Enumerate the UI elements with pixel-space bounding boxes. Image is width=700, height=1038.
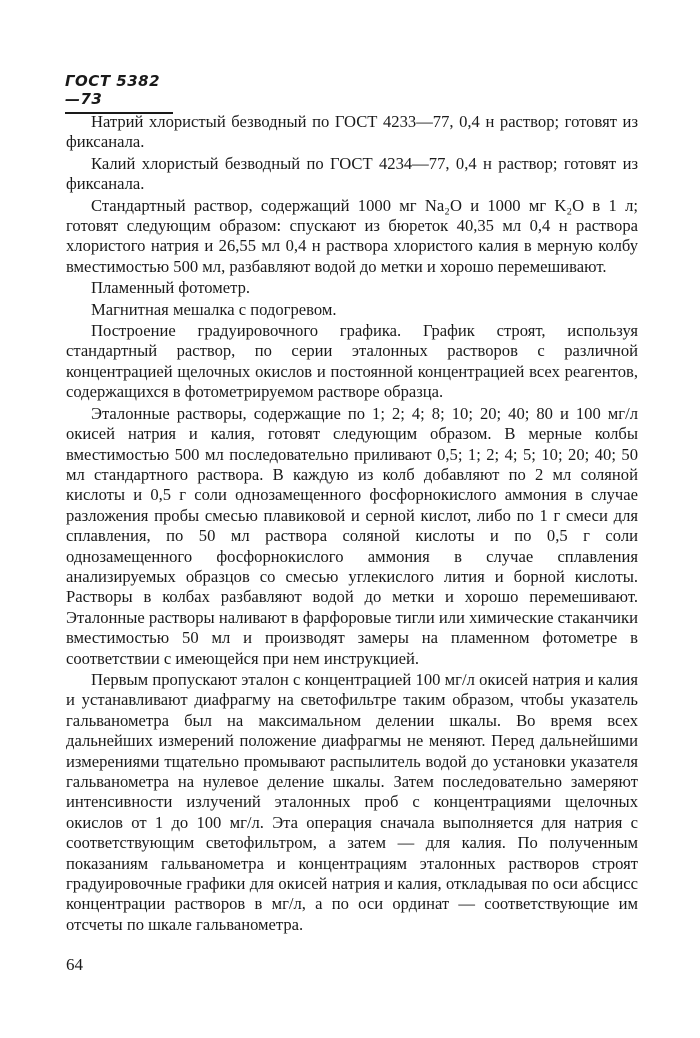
page-number: 64 [66,955,83,974]
paragraph-magnetic-stirrer: Магнитная мешалка с подогревом. [91,299,337,319]
paragraph-flame-photometer: Пламенный фотометр. [91,278,251,298]
paragraph-measurement-procedure: Первым пропускают эталон с концентрацией 100 мг/л окисей натрия и калия и устанавливают диафрагму на светофильтре таким образом, чтобы указатель гальванометра был на максимальном делении шкалы. Во время всех дальнейших измерений положение диафрагмы не меняют. Перед дальнейшими измерениями тщательно промывают распылитель водой до установки указателя гальванометра на нулевое деление шкалы. Затем последовательно замеряют интенсивности излучений эталонных проб с концентрациями щелочных окислов от 1 до 100 мг/л. Эта операция сначала выполняется для натрия с соответствующим светофильтром, а затем — для калия. По полученным показаниям гальванометра и концентрациям эталонных растворов строят градуировочные графики для окисей натрия и калия, откладывая по оси абсцисс концентрации растворов в мг/л, а по оси ординат — соответствующие им отсчеты по шкале гальванометра. [66,669,638,934]
document-body [66,112,638,936]
paragraph-sodium-chloride: Натрий хлористый безводный по ГОСТ 4233—77, 0,4 н раствор; готовят из фиксанала. [66,112,638,152]
paragraph-standard-solution: Стандартный раствор, содержащий 1000 мг Na₂O и 1000 мг K₂O в 1 л; готовят следующим образом: спускают из бюреток 40,35 мл 0,4 н раствора хлористого натрия и 26,55 мл 0,4 н раствора хлористого калия в мерную колбу вместимостью 500 мл, разбавляют водой до метки и хорошо перемешивают. [66,195,638,276]
standard-code: ГОСТ 5382—73 [65,72,161,108]
paragraph-reference-solutions: Эталонные растворы, содержащие по 1; 2; 4; 8; 10; 20; 40; 80 и 100 мг/л окисей натрия и калия, готовят следующим образом. В мерные колбы вместимостью 500 мл последовательно приливают 0,5; 1; 2; 4; 5; 10; 20; 40; 50 мл стандартного раствора. В каждую из колб добавляют по 2 мл соляной кислоты и 0,5 г соли однозамещенного фосфорнокислого аммония в случае разложения пробы смесью плавиковой и серной кислот, либо по 1 г смеси для сплавления, по 50 мл раствора соляной кислоты и по 0,5 г соли однозамещенного фосфорнокислого аммония в случае сплавления анализируемых образцов со смесью углекислого лития и борной кислоты. Растворы в колбах разбавляют водой до метки и хорошо перемешивают. Эталонные растворы наливают в фарфоровые тигли или химические стаканчики вместимостью 50 мл и производят замеры на пламенном фотометре в соответствии с имеющейся при нем инструкцией. [66,403,638,668]
paragraph-calibration-graph: Построение градуировочного графика. График строят, используя стандартный раствор, по серии эталонных растворов с различной концентрацией щелочных окислов и постоянной концентрацией всех реагентов, содержащихся в фотометрируемом растворе образца. [66,321,638,402]
page-header [65,72,175,114]
paragraph-potassium-chloride: Калий хлористый безводный по ГОСТ 4234—77, 0,4 н раствор; готовят из фиксанала. [66,153,638,194]
